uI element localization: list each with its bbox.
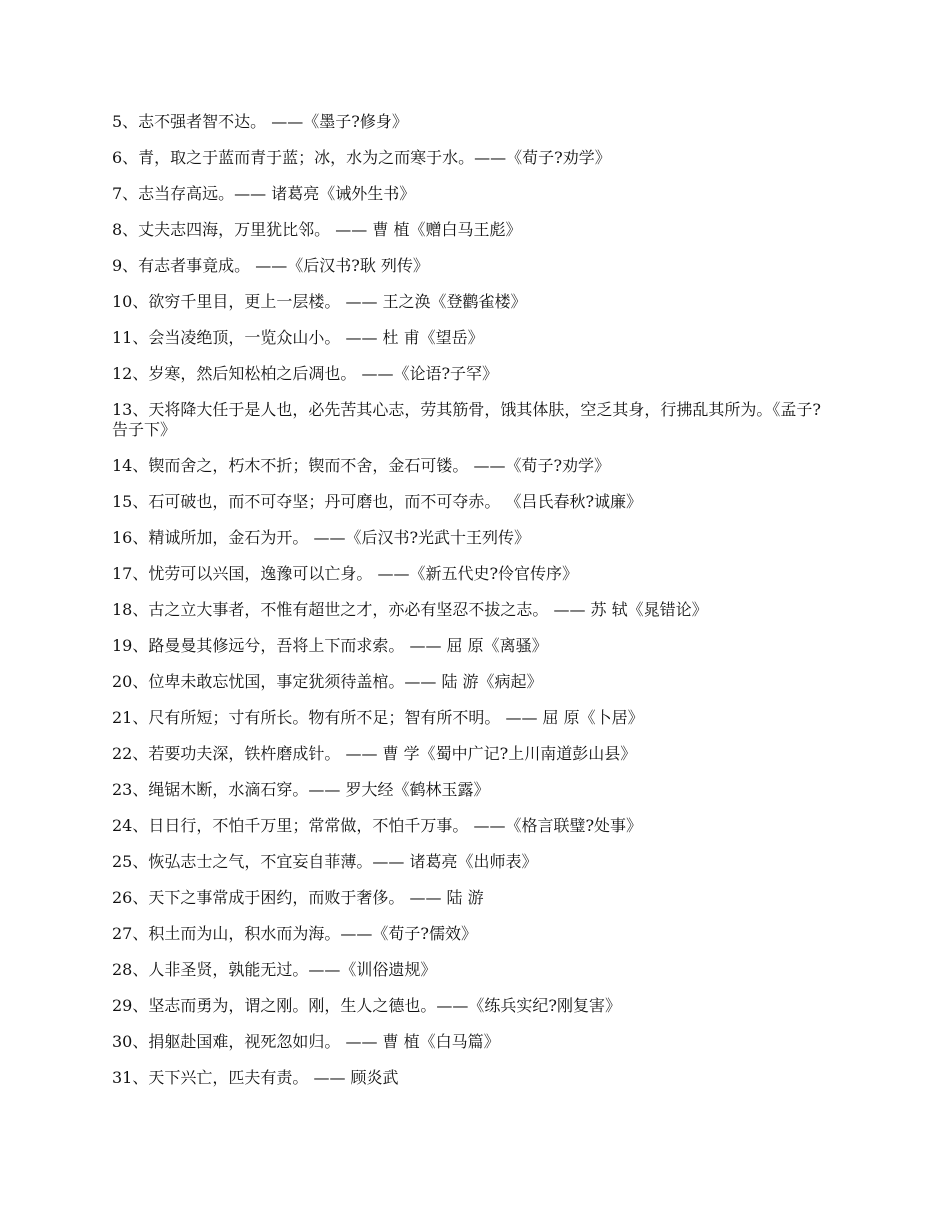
quote-line: 22、若要功夫深，铁杵磨成针。 —— 曹 学《蜀中广记?上川南道彭山县》 [112,744,637,763]
quote-line: 6、青，取之于蓝而青于蓝；冰，水为之而寒于水。——《荀子?劝学》 [112,148,611,167]
quote-line: 12、岁寒，然后知松柏之后凋也。 ——《论语?子罕》 [112,364,499,383]
quote-line: 15、石可破也，而不可夺坚；丹可磨也，而不可夺赤。 《吕氏春秋?诚廉》 [112,492,643,511]
quote-line: 8、丈夫志四海，万里犹比邻。 —— 曹 植《赠白马王彪》 [112,220,522,239]
quote-line: 24、日日行，不怕千万里；常常做，不怕千万事。 ——《格言联璧?处事》 [112,816,643,835]
quote-line: 18、古之立大事者，不惟有超世之才，亦必有坚忍不拔之志。 —— 苏 轼《晁错论》 [112,600,708,619]
quote-line: 14、锲而舍之，朽木不折；锲而不舍，金石可镂。 ——《荀子?劝学》 [112,456,611,475]
quote-line: 29、坚志而勇为，谓之刚。刚，生人之德也。——《练兵实纪?刚复害》 [112,996,621,1015]
quote-list [112,112,832,1104]
quote-line: 10、欲穷千里目，更上一层楼。 —— 王之涣《登鹳雀楼》 [112,292,527,311]
quote-line: 19、路曼曼其修远兮，吾将上下而求索。 —— 屈 原《离骚》 [112,636,548,655]
quote-line: 20、位卑未敢忘忧国，事定犹须待盖棺。—— 陆 游《病起》 [112,672,543,691]
quote-line: 31、天下兴亡，匹夫有责。 —— 顾炎武 [112,1068,399,1087]
quote-line: 5、志不强者智不达。 ——《墨子?修身》 [112,112,408,131]
quote-line: 17、忧劳可以兴国，逸豫可以亡身。 ——《新五代史?伶官传序》 [112,564,579,583]
quote-line: 9、有志者事竟成。 ——《后汉书?耿 列传》 [112,256,429,275]
quote-line: 27、积土而为山，积水而为海。——《荀子?儒效》 [112,924,477,943]
quote-line: 7、志当存高远。—— 诸葛亮《诫外生书》 [112,184,416,203]
quote-line: 25、恢弘志士之气，不宜妄自菲薄。—— 诸葛亮《出师表》 [112,852,538,871]
quote-line: 16、精诚所加，金石为开。 ——《后汉书?光武十王列传》 [112,528,531,547]
quote-line: 21、尺有所短；寸有所长。物有所不足；智有所不明。 —— 屈 原《卜居》 [112,708,644,727]
quote-line: 30、捐躯赴国难，视死忽如归。 —— 曹 植《白马篇》 [112,1032,500,1051]
quote-line: 13、天将降大任于是人也，必先苦其心志，劳其筋骨，饿其体肤，空乏其身，行拂乱其所为。《孟子?告子下》 [112,400,821,439]
quote-line: 11、会当凌绝顶，一览众山小。 —— 杜 甫《望岳》 [112,328,484,347]
quote-line: 28、人非圣贤，孰能无过。——《训俗遗规》 [112,960,437,979]
quote-line: 26、天下之事常成于困约，而败于奢侈。 —— 陆 游 [112,888,484,907]
quote-line: 23、绳锯木断，水滴石穿。—— 罗大经《鹤林玉露》 [112,780,490,799]
